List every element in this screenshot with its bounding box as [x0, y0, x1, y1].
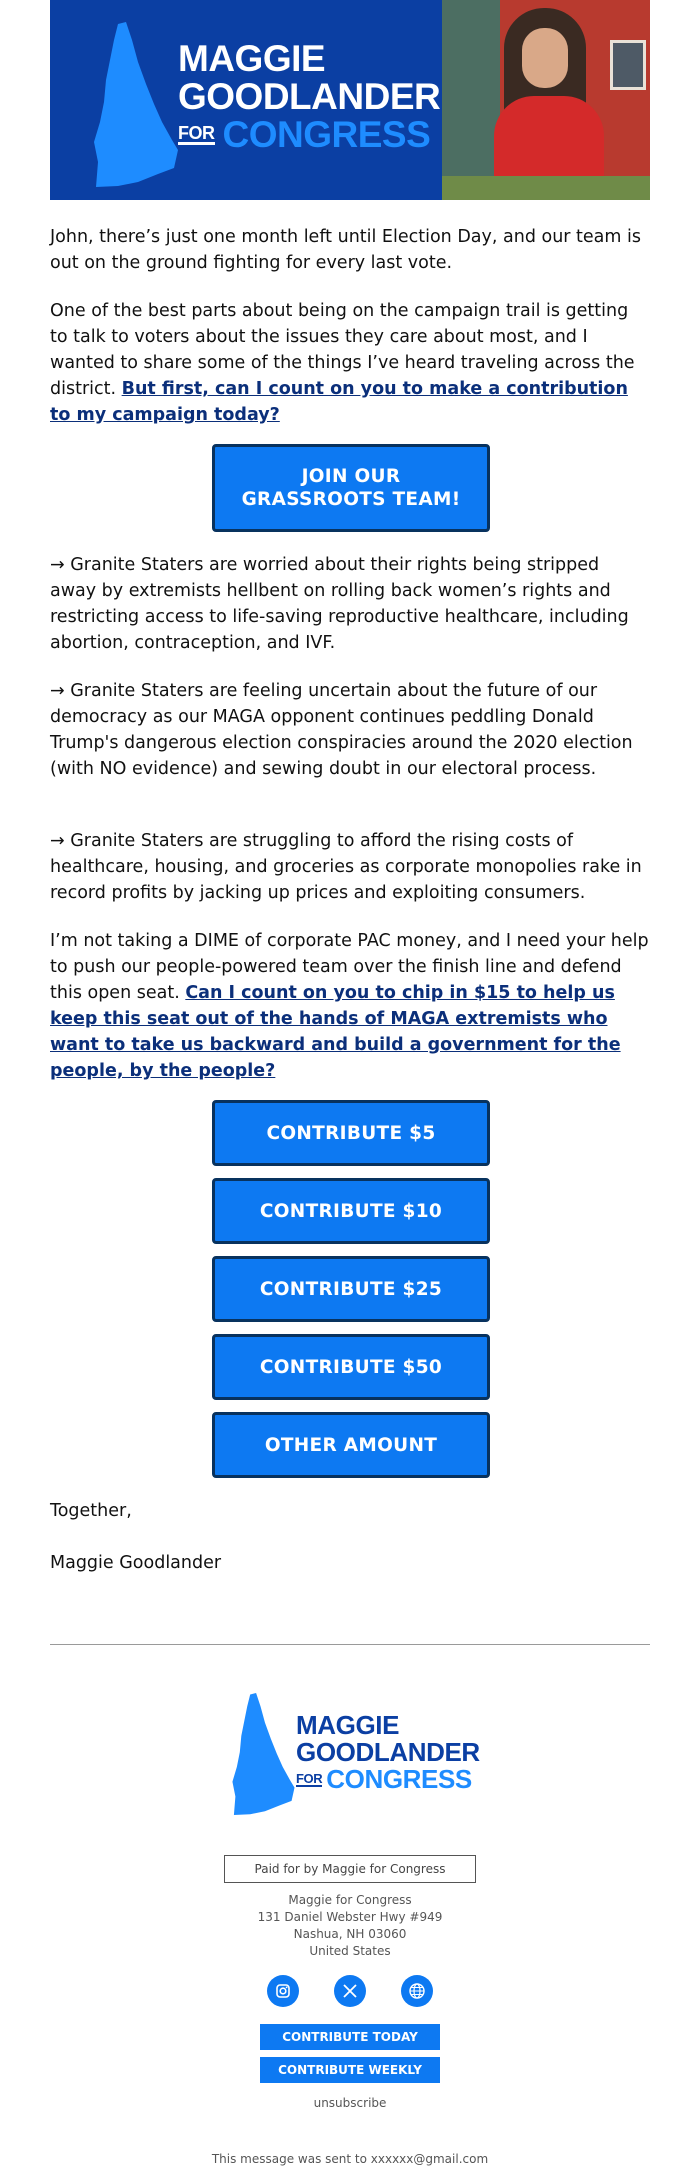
rights-paragraph: → Granite Staters are worried about their rights being stripped away by extremists hellbent on rolling back women’s rights and restricting access to life-saving reproductive healthcare, including abortion, contraception, and IVF.: [50, 555, 629, 653]
join-grassroots-button[interactable]: JOIN OUR GRASSROOTS TEAM!: [212, 444, 490, 532]
paid-for-disclaimer: Paid for by Maggie for Congress: [224, 1855, 476, 1883]
logo-line-goodlander: GOODLANDER: [178, 76, 441, 117]
footer-logo-for: FOR: [296, 1770, 323, 1786]
sent-to-notice: This message was sent to xxxxxx@gmail.com: [211, 2152, 489, 2166]
democracy-paragraph: → Granite Staters are feeling uncertain about the future of our democracy as our MAGA opponent continues peddling Donald Trump's dangerous election conspiracies around the 2020 election (with NO evidence) and sewing doubt in our electoral process.: [50, 681, 633, 779]
footer-logo: [228, 1690, 488, 1820]
footer-logo-for-congress: [296, 1766, 480, 1793]
new-hampshire-map-icon: [228, 1690, 296, 1818]
closing-text: Together,: [50, 1501, 132, 1521]
footer-logo-congress: CONGRESS: [326, 1764, 472, 1794]
costs-paragraph: → Granite Staters are struggling to afford the rising costs of healthcare, housing, and groceries as corporate monopolies rake in record profits by jacking up prices and exploiting consumers.: [50, 831, 642, 903]
pac-text: I’m not taking a DIME of corporate PAC money, and I need your help to push our people-powered team over the finish line and defend this open seat.: [50, 931, 649, 1003]
x-icon[interactable]: [334, 1975, 366, 2007]
pac-paragraph: [50, 928, 650, 1084]
footer-logo-text: [296, 1712, 480, 1793]
address-street: 131 Daniel Webster Hwy #949: [257, 1910, 443, 1924]
signature-text: Maggie Goodlander: [50, 1553, 222, 1573]
address-city: Nashua, NH 03060: [293, 1927, 407, 1941]
candidate-photo: [442, 0, 650, 200]
contribute-50-button[interactable]: CONTRIBUTE $50: [212, 1334, 490, 1400]
address-org: Maggie for Congress: [288, 1893, 412, 1907]
logo-for: FOR: [178, 123, 215, 143]
globe-icon[interactable]: [401, 1975, 433, 2007]
campaign-trail-paragraph: [50, 298, 650, 428]
header-logo-text: [178, 40, 440, 154]
new-hampshire-map-icon: [88, 22, 180, 187]
other-amount-button[interactable]: OTHER AMOUNT: [212, 1412, 490, 1478]
campaign-trail-text: One of the best parts about being on the campaign trail is getting to talk to voters about the issues they care about most, and I wanted to share some of the things I’ve heard traveling across the district.: [50, 301, 635, 399]
intro-paragraph: John, there’s just one month left until Election Day, and our team is out on the ground fighting for every last vote.: [50, 227, 641, 273]
logo-congress: CONGRESS: [222, 114, 431, 155]
contribute-25-button[interactable]: CONTRIBUTE $25: [212, 1256, 490, 1322]
contribute-today-button[interactable]: CONTRIBUTE TODAY: [260, 2024, 440, 2050]
contribute-weekly-button[interactable]: CONTRIBUTE WEEKLY: [260, 2057, 440, 2083]
photo-grass: [442, 176, 650, 200]
contribute-10-button[interactable]: CONTRIBUTE $10: [212, 1178, 490, 1244]
instagram-icon[interactable]: [267, 1975, 299, 2007]
footer-logo-maggie: MAGGIE: [296, 1710, 400, 1740]
contribution-link[interactable]: But first, can I count on you to make a contribution to my campaign today?: [50, 379, 628, 425]
footer-divider: [50, 1644, 650, 1645]
footer-logo-goodlander: GOODLANDER: [296, 1737, 480, 1767]
contribute-5-button[interactable]: CONTRIBUTE $5: [212, 1100, 490, 1166]
unsubscribe-link[interactable]: unsubscribe: [313, 2096, 387, 2110]
logo-line-for-congress: [178, 116, 440, 154]
header-banner: [50, 0, 650, 200]
logo-line-maggie: MAGGIE: [178, 38, 326, 79]
chip-in-link[interactable]: Can I count on you to chip in $15 to help us keep this seat out of the hands of MAGA extremists who want to take us backward and build a government for the people, by the people?: [50, 983, 621, 1081]
photo-face: [522, 28, 568, 88]
address-country: United States: [309, 1944, 391, 1958]
barn-window: [610, 40, 646, 90]
